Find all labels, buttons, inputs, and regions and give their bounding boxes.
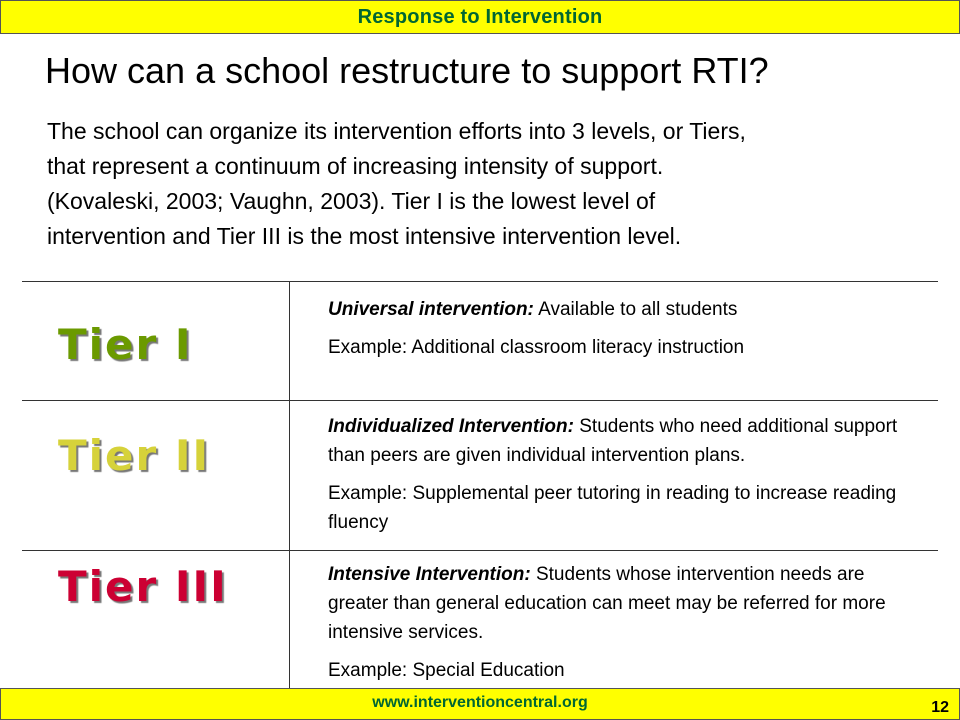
table-top-rule	[22, 281, 938, 282]
table-row-divider	[22, 400, 938, 401]
tier-2-lead: Individualized Intervention:	[328, 416, 574, 437]
intro-paragraph	[47, 114, 927, 254]
page-title: How can a school restructure to support RTI?	[45, 50, 769, 91]
footer-url[interactable]: www.interventioncentral.org	[372, 694, 588, 711]
intro-line: (Kovaleski, 2003; Vaughn, 2003). Tier I is the lowest level of	[47, 188, 656, 214]
tier-3-description	[328, 560, 928, 694]
tier-3-lead: Intensive Intervention:	[328, 564, 531, 585]
tier-1-description	[328, 295, 928, 371]
tier-3-text: Students whose intervention needs are greater than general education can meet may be referred for more intensive services.	[328, 564, 886, 643]
tier-3-example: Example: Special Education	[328, 660, 565, 681]
tier-1-label: Tier I	[58, 320, 193, 369]
intro-line: The school can organize its intervention efforts into 3 levels, or Tiers,	[47, 118, 746, 144]
tier-2-text: Students who need additional support than peers are given individual intervention plans.	[328, 416, 898, 466]
tier-2-description	[328, 412, 928, 546]
footer-bar	[0, 688, 960, 720]
tier-1-text: Available to all students	[533, 299, 738, 320]
tier-3-label: Tier III	[58, 562, 228, 611]
header-title: Response to Intervention	[357, 5, 603, 28]
table-column-divider	[289, 281, 290, 688]
intro-line: that represent a continuum of increasing intensity of support.	[47, 153, 664, 179]
tier-1-example: Example: Additional classroom literacy instruction	[328, 337, 745, 358]
table-row-divider	[22, 550, 938, 551]
tier-2-label: Tier II	[58, 431, 211, 480]
header-bar	[0, 0, 960, 34]
page-number: 12	[931, 699, 949, 716]
tier-1-lead: Universal intervention:	[328, 299, 534, 320]
tier-2-example: Example: Supplemental peer tutoring in reading to increase reading fluency	[328, 483, 897, 533]
intro-line: intervention and Tier III is the most intensive intervention level.	[47, 223, 682, 249]
